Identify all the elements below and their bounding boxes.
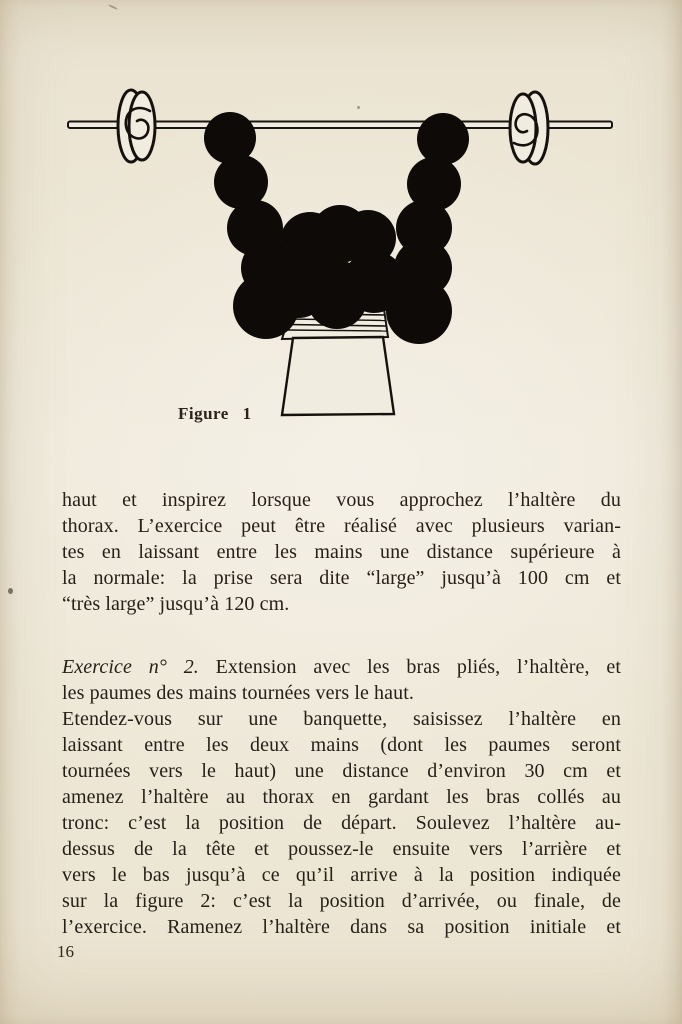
text-line: l’exercice. Ramenez l’haltère dans sa position initiale et bbox=[62, 916, 621, 938]
barbell-plate-right-icon bbox=[510, 92, 548, 164]
exercise-lead-rest: Extension avec les bras pliés, l’haltère, et bbox=[215, 656, 621, 678]
text-line: Etendez-vous sur une banquette, saisissez l’haltère en bbox=[62, 708, 621, 730]
bench-pedestal bbox=[282, 337, 394, 415]
text-line: haut et inspirez lorsque vous approchez l’haltère du bbox=[62, 489, 621, 511]
figure-illustration bbox=[0, 0, 682, 450]
text-line: amenez l’haltère au thorax en gardant les bras collés au bbox=[62, 786, 621, 808]
text-line-exercise-lead bbox=[62, 654, 621, 680]
paper-speck bbox=[8, 588, 13, 594]
text-line: sur la figure 2: c’est la position d’arrivée, ou finale, de bbox=[62, 890, 621, 912]
text-line: tournées vers le haut) une distance d’environ 30 cm et bbox=[62, 760, 621, 782]
barbell-plate-left-icon bbox=[118, 90, 155, 162]
paragraph-2 bbox=[62, 654, 621, 940]
text-line: laissant entre les deux mains (dont les paumes seront bbox=[62, 734, 621, 756]
text-line: la normale: la prise sera dite “large” jusqu’à 100 cm et bbox=[62, 567, 621, 589]
paragraph-1 bbox=[62, 487, 621, 617]
text-line: “très large” jusqu’à 120 cm. bbox=[62, 593, 290, 615]
text-line: les paumes des mains tournées vers le haut. bbox=[62, 682, 414, 704]
paper-speck bbox=[357, 106, 360, 109]
page-number: 16 bbox=[57, 942, 74, 961]
exercise-number-label: Exercice n° 2. bbox=[62, 656, 199, 678]
text-line: dessus de la tête et poussez-le ensuite vers l’arrière et bbox=[62, 838, 621, 860]
text-line: vers le bas jusqu’à ce qu’il arrive à la position indiquée bbox=[62, 864, 621, 886]
figure-caption: Figure 1 bbox=[178, 404, 252, 423]
exerciser-silhouette bbox=[204, 112, 469, 344]
text-line: tes en laissant entre les mains une distance supérieure à bbox=[62, 541, 621, 563]
text-line: thorax. L’exercice peut être réalisé avec plusieurs varian- bbox=[62, 515, 621, 537]
text-line: tronc: c’est la position de départ. Soulevez l’haltère au- bbox=[62, 812, 621, 834]
